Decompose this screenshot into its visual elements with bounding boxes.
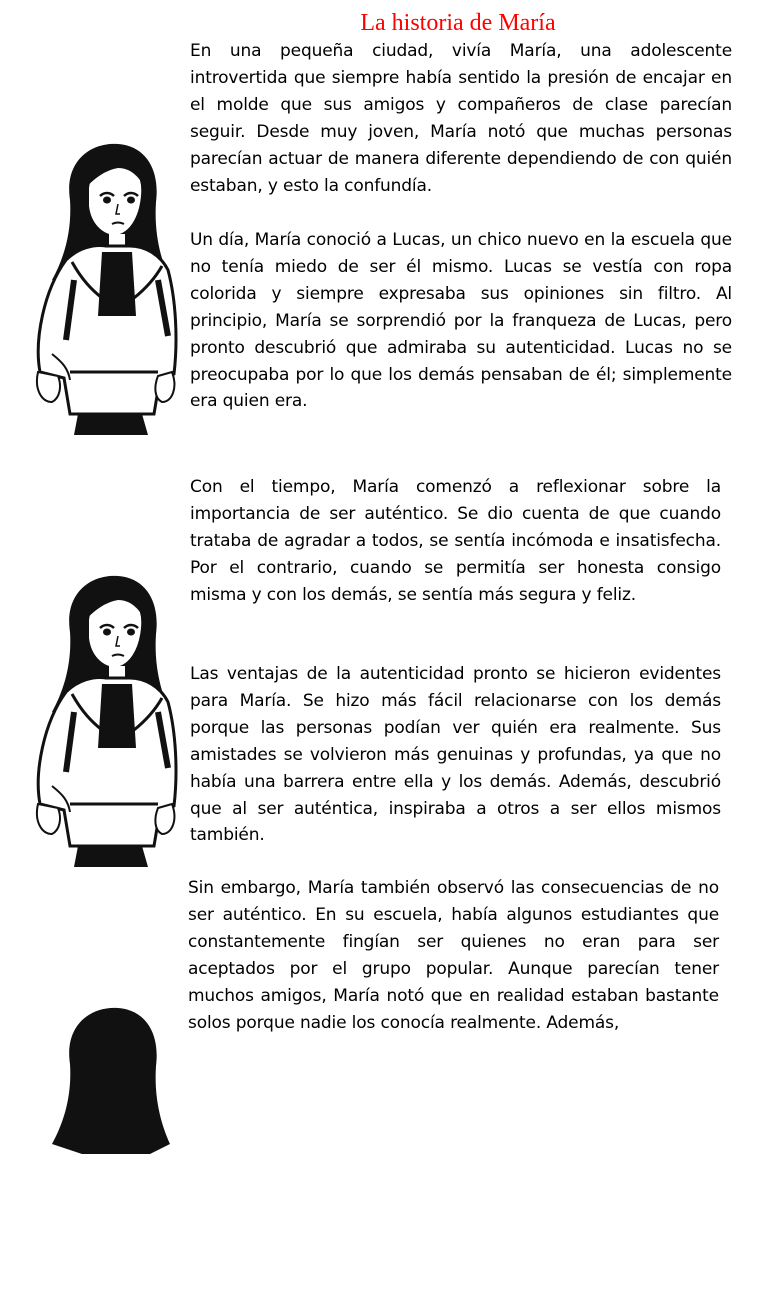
girl-illustration-icon (22, 1004, 182, 1299)
girl-drawing (37, 144, 176, 435)
page-title: La historia de María (360, 10, 556, 36)
paragraph-3: Con el tiempo, María comenzó a reflexionar sobre la importancia de ser auténtico. Se dio cuenta de que cuando trataba de agradar a todos, se sentía incómoda e insatisfecha. Por el contrario, cuando se permitía ser honesta consigo misma y con los demás, se sentía más segura y feliz. (190, 477, 721, 605)
paragraph-4: Las ventajas de la autenticidad pronto se hicieron evidentes para María. Se hizo más fácil relacionarse con los demás porque las personas podían ver quién era realmente. Sus amistades se volvieron más genuinas y profundas, ya que no había una barrera entre ella y los demás. Además, descubrió que al ser auténtica, inspiraba a otros a ser ellos mismos también. (190, 664, 721, 846)
girl-illustration-icon (22, 572, 182, 867)
girl-drawing (37, 576, 176, 867)
paragraph-1: En una pequeña ciudad, vivía María, una adolescente introvertida que siempre había sentido la presión de encajar en el molde que sus amigos y compañeros de clase parecían seguir. Desde muy joven, María notó que muchas personas parecían actuar de manera diferente dependiendo de con quién estaban, y esto la confundía. (190, 41, 732, 196)
girl-drawing (52, 1008, 170, 1154)
paragraph-5: Sin embargo, María también observó las consecuencias de no ser auténtico. En su escuela, había algunos estudiantes que constantemente fingían ser quienes no eran para ser aceptados por el grupo popular. Aunque parecían tener muchos amigos, María notó que en realidad estaban bastante solos porque nadie los conocía realmente. Además, (188, 878, 719, 1033)
paragraph-2: Un día, María conoció a Lucas, un chico nuevo en la escuela que no tenía miedo de ser él mismo. Lucas se vestía con ropa colorida y siempre expresaba sus opiniones sin filtro. Al principio, María se sorprendió por la franqueza de Lucas, pero pronto descubrió que admiraba su autenticidad. Lucas no se preocupaba por lo que los demás pensaban de él; simplemente era quien era. (190, 230, 732, 412)
girl-illustration-icon (22, 140, 182, 435)
